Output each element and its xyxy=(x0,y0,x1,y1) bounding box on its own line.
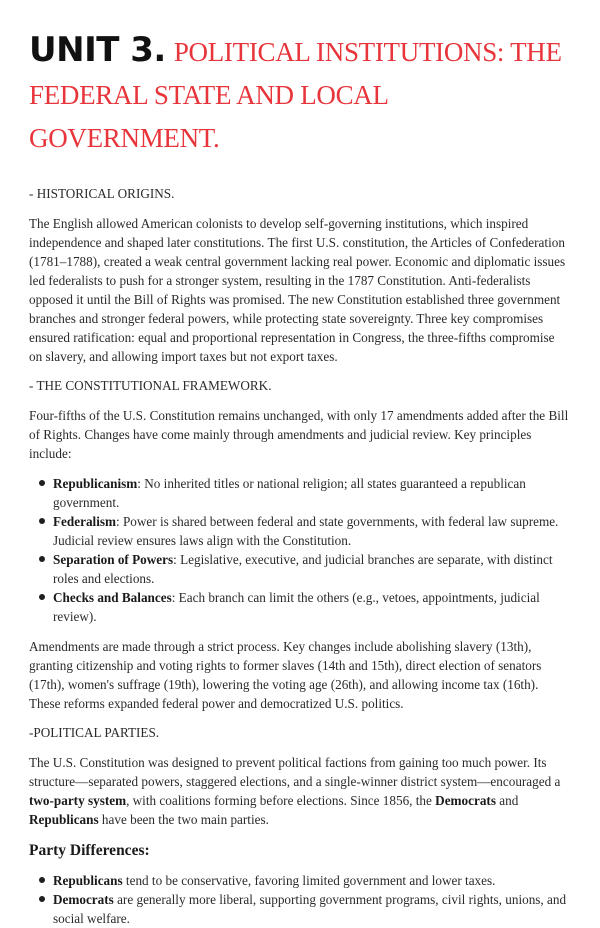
section-heading-historical-origins: - HISTORICAL ORIGINS. xyxy=(29,186,175,201)
principle-text: : Legislative, executive, and judicial branches are separate, with distinct roles and elections. xyxy=(53,552,553,586)
parties-text-2: , with coalitions forming before elections. Since 1856, the xyxy=(126,793,436,808)
parties-text-1: The U.S. Constitution was designed to prevent political factions from gaining too much power. Its structure—separated powers, staggered elections, and a single-winner district system—encouraged a xyxy=(29,755,561,789)
section-heading-political-parties: -POLITICAL PARTIES. xyxy=(29,725,160,740)
party-term: Republicans xyxy=(53,873,123,888)
section-heading-constitutional-framework: - THE CONSTITUTIONAL FRAMEWORK. xyxy=(29,378,272,393)
bullet-icon xyxy=(39,518,45,524)
republicans-term: Republicans xyxy=(29,812,99,827)
principle-term: Checks and Balances xyxy=(53,590,172,605)
page-title xyxy=(29,30,570,159)
bullet-icon xyxy=(39,480,45,486)
list-item xyxy=(53,512,570,550)
political-parties-paragraph xyxy=(29,753,570,829)
list-item xyxy=(53,550,570,588)
list-item xyxy=(53,474,570,512)
amendments-paragraph: Amendments are made through a strict process. Key changes include abolishing slavery (13th), granting citizenship and voting rights to former slaves (14th and 15th), direct election of senators (17th), women's suffrage (19th), lowering the voting age (26th), and allowing income tax (16th). These reforms expanded federal power and democratized U.S. politics. xyxy=(29,639,542,711)
party-differences-heading: Party Differences: xyxy=(29,842,150,859)
principle-text: : No inherited titles or national religion; all states guaranteed a republican government. xyxy=(53,476,526,510)
list-item xyxy=(53,588,570,626)
bullet-icon xyxy=(39,594,45,600)
parties-text-4: have been the two main parties. xyxy=(98,812,269,827)
parties-text-3: and xyxy=(495,793,519,808)
list-item xyxy=(53,890,570,928)
unit-topic: POLITICAL INSTITUTIONS: THE FEDERAL STATE AND LOCAL GOVERNMENT. xyxy=(29,37,562,153)
party-differences-list xyxy=(29,871,570,928)
bullet-icon xyxy=(39,877,45,883)
principle-text: : Each branch can limit the others (e.g., vetoes, appointments, judicial review). xyxy=(53,590,540,624)
party-text: are generally more liberal, supporting government programs, civil rights, unions, and social welfare. xyxy=(53,892,567,926)
party-text: tend to be conservative, favoring limited government and lower taxes. xyxy=(122,873,496,888)
principle-text: : Power is shared between federal and state governments, with federal law supreme. Judicial review ensures laws align with the Constitution. xyxy=(53,514,559,548)
party-term: Democrats xyxy=(53,892,114,907)
bullet-icon xyxy=(39,896,45,902)
unit-label: UNIT 3. xyxy=(29,30,166,70)
constitutional-intro-paragraph: Four-fifths of the U.S. Constitution remains unchanged, with only 17 amendments added after the Bill of Rights. Changes have come mainly through amendments and judicial review. Key principles include: xyxy=(29,408,569,461)
principle-term: Federalism xyxy=(53,514,116,529)
historical-origins-paragraph: The English allowed American colonists to develop self-governing institutions, which inspired independence and shaped later constitutions. The first U.S. constitution, the Articles of Confederation (1781–1788), created a weak central government lacking real power. Economic and diplomatic issues led federalists to push for a stronger system, resulting in the 1787 Constitution. Anti-federalists opposed it until the Bill of Rights was promised. The new Constitution established three government branches and stronger federal powers, while protecting state sovereignty. Three key compromises ensured ratification: equal and proportional representation in Congress, the three-fifths compromise on slavery, and allowing import taxes but not export taxes. xyxy=(29,216,566,364)
principle-term: Republicanism xyxy=(53,476,138,491)
two-party-system-term: two-party system xyxy=(29,793,127,808)
bullet-icon xyxy=(39,556,45,562)
democrats-term: Democrats xyxy=(435,793,496,808)
list-item xyxy=(53,871,570,890)
principle-term: Separation of Powers xyxy=(53,552,174,567)
key-principles-list xyxy=(29,474,570,626)
